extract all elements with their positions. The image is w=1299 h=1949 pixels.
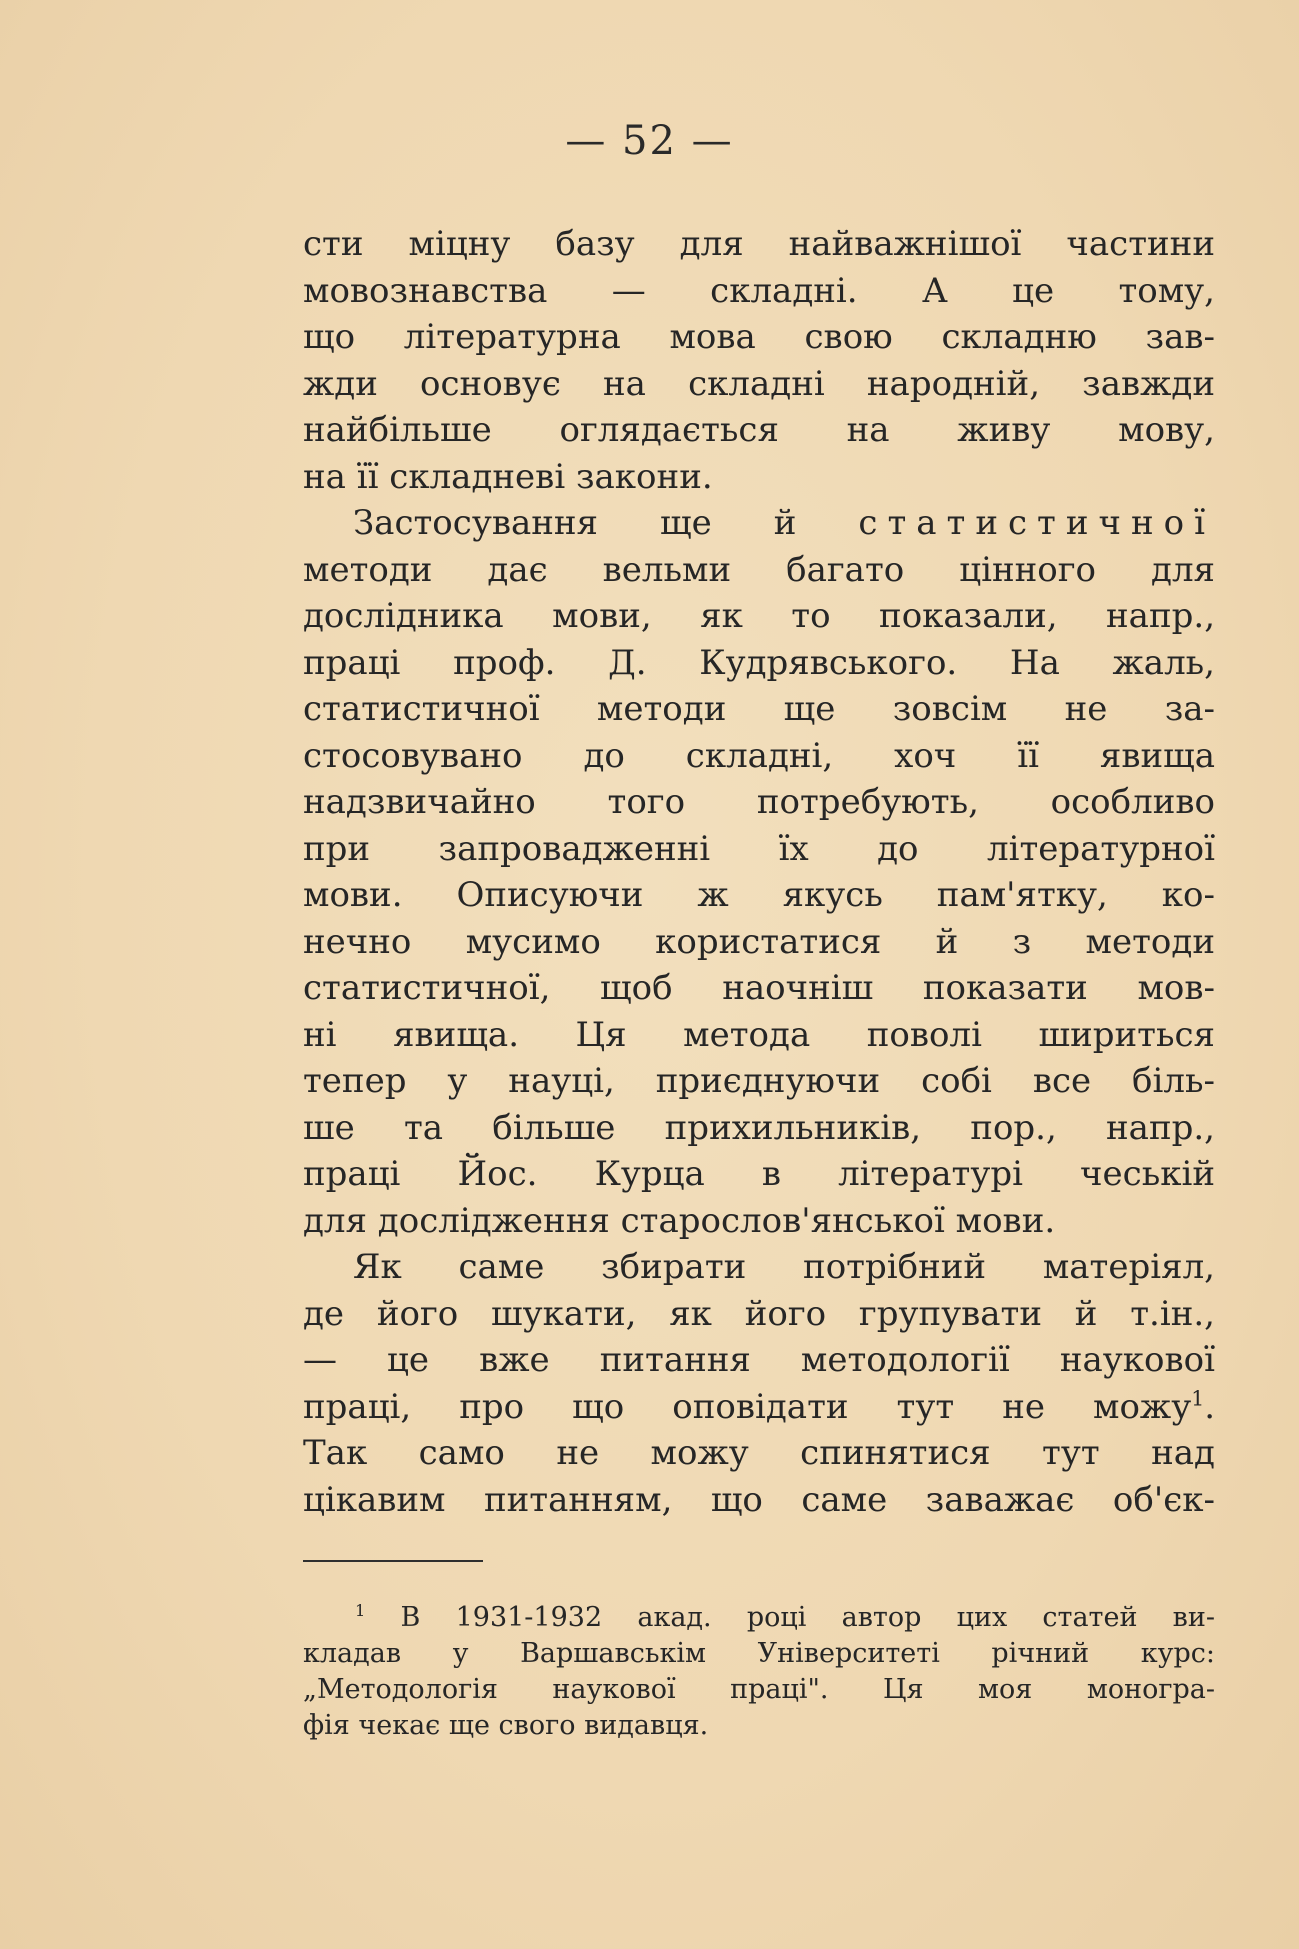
text-line: надзвичайно того потребують, особливо (303, 782, 1215, 822)
footnote-line: кладав у Варшавськім Університеті річний курс: (303, 1638, 1215, 1669)
text-line: при запровадженні їх до літературної (303, 828, 1215, 869)
text-line: — це вже питання методології наукової (303, 1340, 1215, 1380)
text-line: дослідника мови, як то показали, напр., (303, 596, 1215, 636)
text-line: де його шукати, як його групувати й т.ін., (303, 1293, 1215, 1334)
footnote-line: фія чекає ще свого видавця. (303, 1710, 709, 1741)
text-line: методи дає вельми багато цінного для (303, 549, 1215, 590)
text-line: найбільше оглядається на живу мову, (303, 410, 1215, 450)
text-line: що літературна мова свою складню зав- (303, 317, 1215, 357)
text-line: Так само не можу спинятися тут над (303, 1433, 1215, 1473)
text-line: цікавим питанням, що саме заважає об'єк- (303, 1479, 1215, 1520)
text-line: статистичної, щоб наочніш показати мов- (303, 968, 1215, 1008)
footnote-text: В 1931-1932 акад. році автор цих статей ви- (400, 1602, 1215, 1633)
text-line: мовознавства — складні. А це тому, (303, 270, 1215, 311)
text-line: на її складневі закони. (303, 456, 713, 497)
main-text (303, 221, 1215, 1523)
text-line: сти міцну базу для найважнішої частини (303, 224, 1215, 264)
footnote (303, 1600, 1215, 1744)
text-line: мови. Описуючи ж якусь пам'ятку, ко- (303, 875, 1215, 915)
footnote-divider (303, 1560, 483, 1562)
text-line: нечно мусимо користатися й з методи (303, 921, 1215, 962)
text-segment: . (1204, 1386, 1215, 1427)
text-line: ні явища. Ця метода поволі шириться (303, 1014, 1215, 1055)
text-line: жди основує на складні народній, завжди (303, 363, 1215, 404)
text-segment: праці, про що оповідати тут не можу (303, 1386, 1192, 1427)
text-line: праці проф. Д. Кудрявського. На жаль, (303, 642, 1215, 683)
text-line: ше та більше прихильників, пор., напр., (303, 1107, 1215, 1148)
footnote-line: „Методологія наукової праці". Ця моя моногра- (303, 1674, 1215, 1705)
text-line: тепер у науці, приєднуючи собі все біль- (303, 1061, 1215, 1101)
footnote-line (303, 1600, 1215, 1636)
spaced-word: статистичної (858, 503, 1215, 543)
footnote-marker: 1 (355, 1601, 366, 1620)
text-line-with-footnote-ref (303, 1384, 1215, 1431)
text-line: для дослідження старослов'янської мови. (303, 1200, 1056, 1241)
footnote-reference[interactable]: 1 (1191, 1386, 1205, 1411)
text-line: статистичної методи ще зовсім не за- (303, 689, 1215, 729)
text-segment: Застосування ще й (353, 503, 797, 543)
text-line: стосовувано до складні, хоч її явища (303, 735, 1215, 776)
text-line: праці Йос. Курца в літературі чеській (303, 1154, 1215, 1194)
text-line-with-spaced-word (303, 500, 1215, 547)
text-line: Як саме збирати потрібний матеріял, (353, 1247, 1215, 1287)
page-number: — 52 — (565, 118, 734, 164)
